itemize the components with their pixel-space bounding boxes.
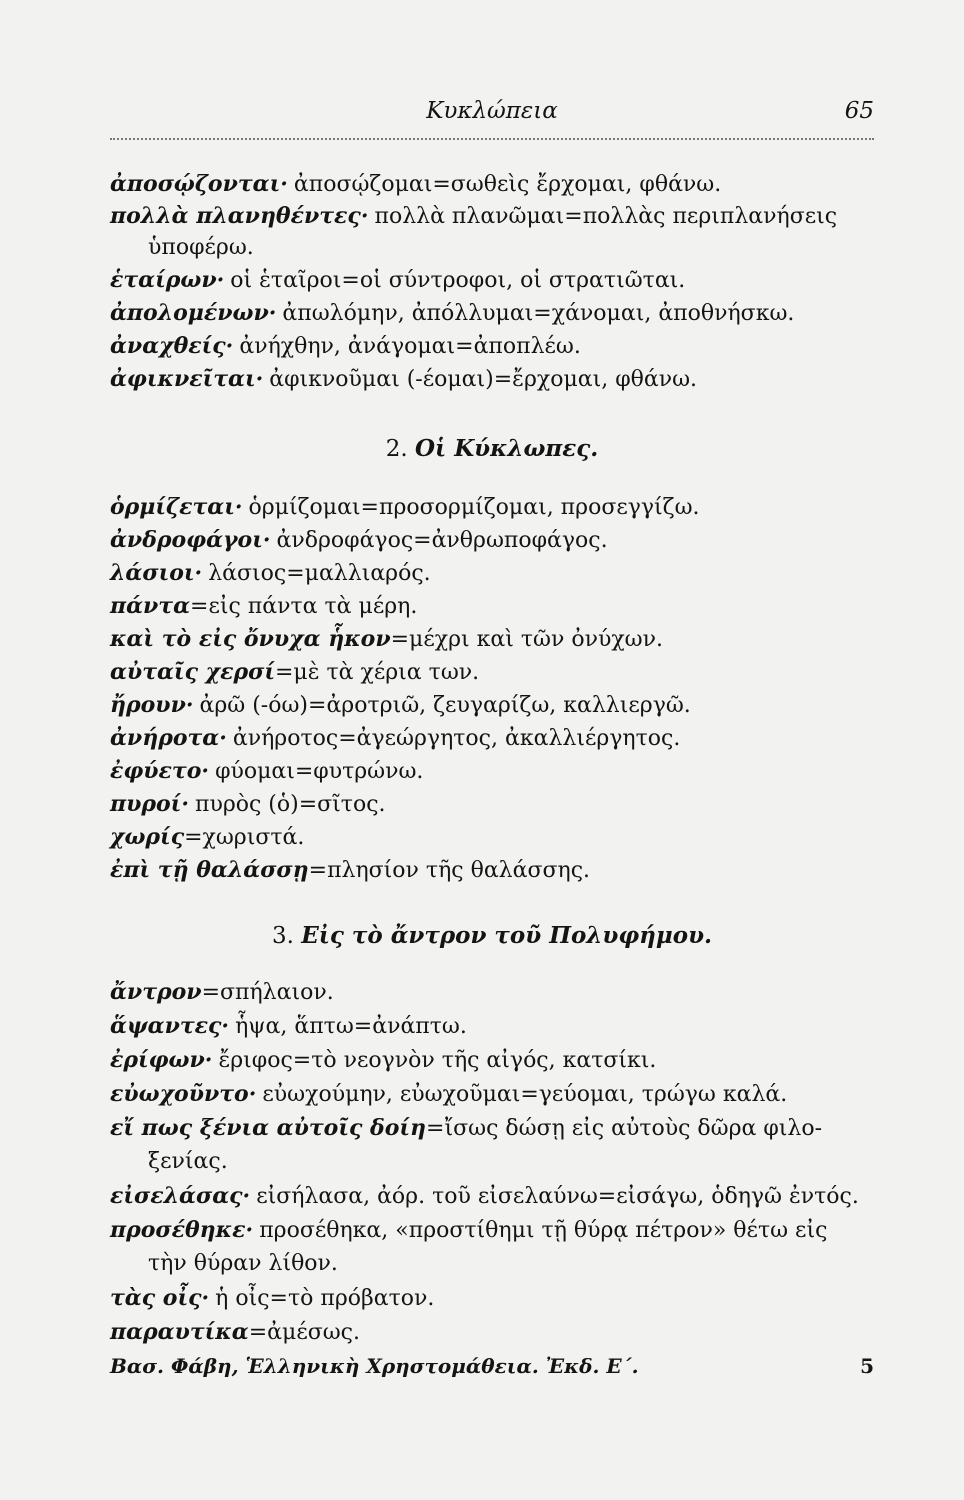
- entry-gloss: εἰσήλασα, ἀόρ. τοῦ εἰσελαύνω=εἰσάγω, ὁδηγῶ ἐντός.: [256, 1184, 859, 1209]
- entry-gloss: ἀποσῴζομαι=σωθεὶς ἔρχομαι, φθάνω.: [293, 172, 722, 197]
- gloss-entry: [110, 1010, 880, 1042]
- gloss-entry: [110, 689, 880, 721]
- entry-headword: καὶ τὸ εἰς ὄνυχα ἧκον: [110, 626, 391, 652]
- entry-headword: ἅψαντες·: [110, 1013, 230, 1039]
- entry-headword: προσέθηκε·: [110, 1217, 254, 1243]
- gloss-entry: [110, 330, 880, 362]
- gloss-entry: [110, 1214, 880, 1246]
- gloss-entry: [110, 1180, 880, 1212]
- entry-gloss: =μὲ τὰ χέρια των.: [274, 660, 480, 685]
- entry-gloss: ἀνήχθην, ἀνάγομαι=ἀποπλέω.: [239, 334, 581, 359]
- entry-gloss: ἧψα, ἅπτω=ἀνάπτω.: [235, 1014, 467, 1039]
- entry-headword: ἀφικνεῖται·: [110, 366, 264, 392]
- section-number: 3.: [271, 923, 294, 949]
- entry-gloss: =εἰς πάντα τὰ μέρη.: [190, 594, 418, 619]
- entry-headword: ἀπολομένων·: [110, 300, 277, 326]
- gloss-entry: [110, 491, 880, 523]
- entry-headword: ἀποσῴζονται·: [110, 171, 288, 197]
- entry-gloss: ἡ οἶς=τὸ πρόβατον.: [215, 1286, 435, 1311]
- entry-headword: ἤρουν·: [110, 692, 194, 718]
- entry-gloss: ἀπωλόμην, ἀπόλλυμαι=χάνομαι, ἀποθνήσκω.: [282, 301, 795, 326]
- section-title: Οἱ Κύκλωπες.: [415, 435, 599, 462]
- gloss-entry: [110, 363, 880, 395]
- gloss-entry: [110, 623, 880, 655]
- gloss-entry: [110, 656, 880, 688]
- gloss-continuation: τὴν θύραν λίθον.: [148, 1251, 338, 1276]
- footer-citation: Βασ. Φάβη, Ἑλληνικὴ Χρηστομάθεια. Ἐκδ. Ε΄.: [110, 1354, 639, 1378]
- entry-gloss: ὁρμίζομαι=προσορμίζομαι, προσεγγίζω.: [248, 495, 700, 520]
- entry-headword: εἴ πως ξένια αὐτοῖς δοίη: [110, 1115, 427, 1141]
- entry-gloss: λάσιος=μαλλιαρός.: [208, 561, 431, 586]
- entry-gloss: =ἀμέσως.: [248, 1320, 360, 1345]
- gloss-entry: [110, 1316, 880, 1348]
- entry-headword: ὁρμίζεται·: [110, 494, 243, 520]
- gloss-continuation: ὑποφέρω.: [148, 235, 254, 260]
- entry-gloss: ἀνήροτος=ἀγεώργητος, ἀκαλλιέργητος.: [232, 726, 681, 751]
- entry-gloss: ἀνδροφάγος=ἀνθρωποφάγος.: [276, 528, 608, 553]
- gloss-entry: [110, 755, 880, 787]
- entry-headword: λάσιοι·: [110, 560, 203, 586]
- gloss-entry: [110, 524, 880, 556]
- entry-gloss: =μέχρι καὶ τῶν ὀνύχων.: [390, 627, 663, 652]
- entry-headword: ἐπὶ τῇ θαλάσσῃ: [110, 857, 309, 883]
- gloss-entry: [110, 557, 880, 589]
- gloss-entry: [110, 297, 880, 329]
- entry-gloss: οἱ ἑταῖροι=οἱ σύντροφοι, οἱ στρατιῶται.: [230, 268, 686, 293]
- gloss-entry: [110, 1044, 880, 1076]
- gloss-entry: [110, 821, 880, 853]
- entry-headword: ἑταίρων·: [110, 267, 225, 293]
- entry-headword: ἐφύετο·: [110, 758, 210, 784]
- entry-gloss: =πλησίον τῆς θαλάσσης.: [308, 858, 591, 883]
- signature-mark: 5: [860, 1354, 874, 1378]
- entry-gloss: ἀφικνοῦμαι (-έομαι)=ἔρχομαι, φθάνω.: [269, 367, 698, 392]
- entry-headword: ἄντρον: [110, 979, 202, 1005]
- section-number: 2.: [385, 436, 408, 462]
- entry-gloss: ἔριφος=τὸ νεογνὸν τῆς αἰγός, κατσίκι.: [218, 1048, 657, 1073]
- entry-headword: ἀνδροφάγοι·: [110, 527, 271, 553]
- entry-headword: πυροί·: [110, 791, 189, 817]
- gloss-entry: [110, 976, 880, 1008]
- entry-headword: ἐρίφων·: [110, 1047, 213, 1073]
- entry-gloss: πολλὰ πλανῶμαι=πολλὰς περιπλανήσεις: [374, 204, 838, 229]
- entry-gloss: =ἴσως δώσῃ εἰς αὐτοὺς δῶρα φιλο-: [426, 1116, 823, 1141]
- running-title: Κυκλώπεια: [426, 98, 558, 124]
- gloss-entry: [110, 264, 880, 296]
- gloss-entry: [110, 168, 880, 200]
- entry-headword: αὐταῖς χερσί: [110, 659, 275, 685]
- section-title: Εἰς τὸ ἄντρον τοῦ Πολυφήμου.: [301, 922, 713, 949]
- entry-gloss: ἀρῶ (-όω)=ἀροτριῶ, ζευγαρίζω, καλλιεργῶ.: [199, 693, 691, 718]
- gloss-entry: [110, 200, 880, 232]
- gloss-entry: [110, 788, 880, 820]
- entry-headword: εὐωχοῦντο·: [110, 1081, 257, 1107]
- entry-headword: παραυτίκα: [110, 1319, 249, 1345]
- entry-gloss: =σπήλαιον.: [201, 980, 334, 1005]
- gloss-entry: [110, 722, 880, 754]
- entry-gloss: =χωριστά.: [184, 825, 305, 850]
- running-head: [110, 98, 874, 140]
- gloss-entry: [110, 1112, 880, 1144]
- page-number: 65: [844, 98, 874, 124]
- entry-headword: πάντα: [110, 593, 191, 619]
- gloss-entry: [110, 854, 880, 886]
- entry-gloss: φύομαι=φυτρώνω.: [215, 759, 424, 784]
- entry-gloss: εὐωχούμην, εὐωχοῦμαι=γεύομαι, τρώγω καλά.: [262, 1082, 788, 1107]
- gloss-entry: [110, 590, 880, 622]
- entry-gloss: προσέθηκα, «προστίθημι τῇ θύρᾳ πέτρον» θέτω εἰς: [259, 1218, 828, 1243]
- entry-headword: εἰσελάσας·: [110, 1183, 251, 1209]
- gloss-entry: [110, 1078, 880, 1110]
- gloss-entry: [110, 1282, 880, 1314]
- section-heading-2: [110, 433, 874, 465]
- entry-headword: πολλὰ πλανηθέντες·: [110, 203, 369, 229]
- section-heading-3: [110, 920, 874, 952]
- entry-headword: ἀνήροτα·: [110, 725, 227, 751]
- entry-headword: ἀναχθείς·: [110, 333, 234, 359]
- gloss-continuation: ξενίας.: [148, 1149, 228, 1174]
- entry-headword: τὰς οἶς·: [110, 1285, 210, 1311]
- page-footer: [110, 1350, 874, 1382]
- entry-headword: χωρίς: [110, 824, 185, 850]
- entry-gloss: πυρὸς (ὁ)=σῖτος.: [194, 792, 386, 817]
